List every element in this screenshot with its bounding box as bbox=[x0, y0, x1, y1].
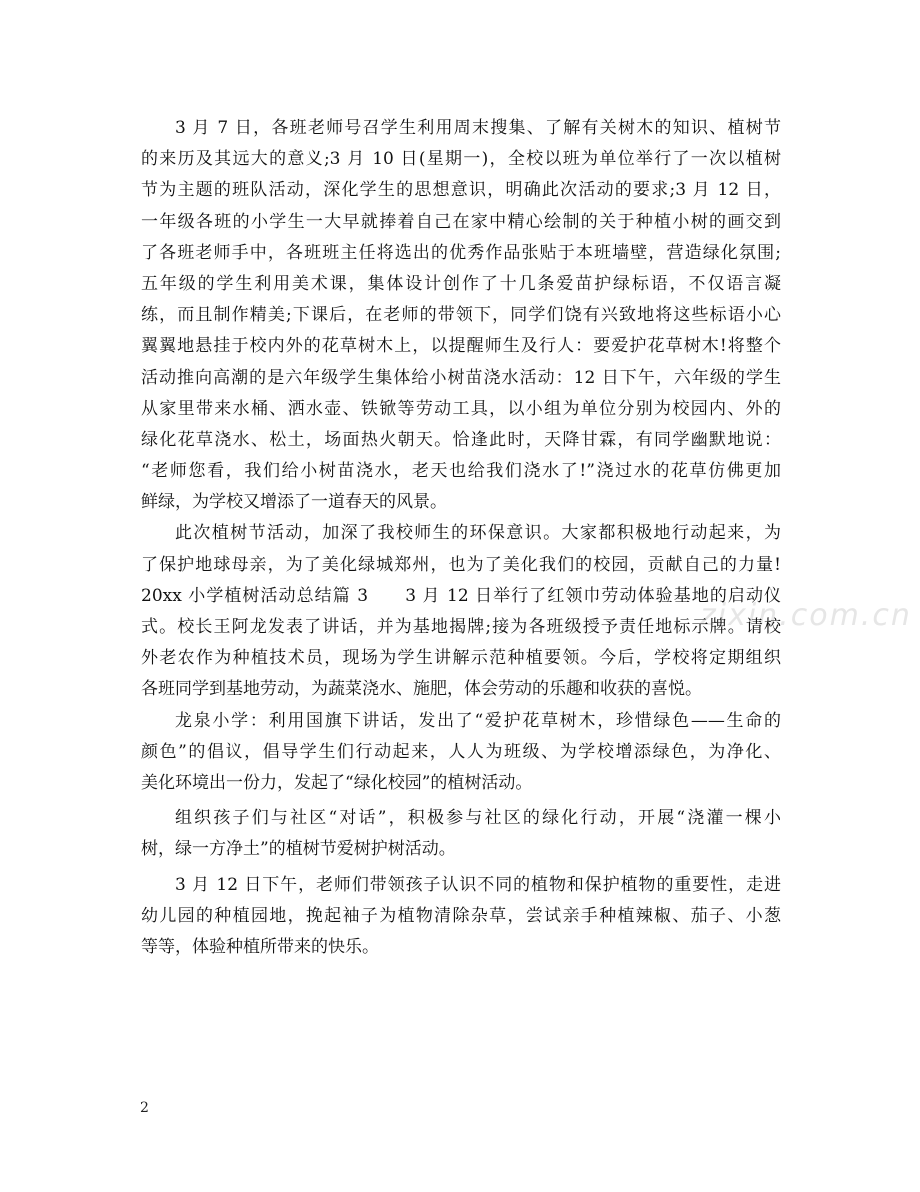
page-number: 2 bbox=[140, 1100, 149, 1116]
text-line: 节为主题的班队活动，深化学生的思想意识，明确此次活动的要求;3 月 12 日， bbox=[141, 180, 781, 201]
text-line: 了各班老师手中，各班班主任将选出的优秀作品张贴于本班墙壁，营造绿化氛围; bbox=[141, 242, 781, 263]
text-line: 3 月 7 日，各班老师号召学生利用周末搜集、了解有关树木的知识、植树节 bbox=[175, 118, 781, 138]
paragraph-2 bbox=[141, 518, 781, 705]
text-line: 幼儿园的种植园地，挽起袖子为植物清除杂草，尝试亲手种植辣椒、茄子、小葱 bbox=[141, 905, 781, 926]
text-line: 组织孩子们与社区“对话”，积极参与社区的绿化行动，开展“浇灌一棵小 bbox=[175, 808, 781, 829]
text-line: 了保护地球母亲，为了美化绿城郑州，也为了美化我们的校园，贡献自己的力量! bbox=[141, 554, 781, 575]
text-line: 绿化花草浇水、松土，场面热火朝天。恰逢此时，天降甘霖，有同学幽默地说： bbox=[141, 429, 781, 450]
text-line: 从家里带来水桶、洒水壶、铁锨等劳动工具，以小组为单位分别为校园内、外的 bbox=[141, 398, 781, 419]
paragraph-3 bbox=[141, 706, 781, 800]
text-line: 等等，体验种植所带来的快乐。 bbox=[141, 936, 379, 957]
text-line: 树，绿一方净土”的植树节爱树护树活动。 bbox=[141, 839, 456, 860]
text-line: 练，而且制作精美;下课后，在老师的带领下，同学们饶有兴致地将这些标语小心 bbox=[141, 305, 781, 326]
text-line: 美化环境出一份力，发起了“绿化校园”的植树活动。 bbox=[141, 772, 533, 793]
text-line: 翼翼地悬挂于校内外的花草树木上，以提醒师生及行人：要爱护花草树木!将整个 bbox=[141, 336, 781, 357]
text-line: 20xx 小学植树活动总结篇 3 3 月 12 日举行了红领巾劳动体验基地的启动仪 bbox=[141, 585, 781, 606]
document-body bbox=[141, 113, 781, 963]
text-line: 一年级各班的小学生一大早就捧着自己在家中精心绘制的关于种植小树的画交到 bbox=[141, 211, 781, 232]
text-line: 式。校长王阿龙发表了讲话，并为基地揭牌;接为各班级授予责任地标示牌。请校 bbox=[141, 617, 781, 637]
text-line: “老师您看，我们给小树苗浇水，老天也给我们浇水了!”浇过水的花草仿佛更加 bbox=[141, 461, 781, 482]
text-line: 颜色”的倡议，倡导学生们行动起来，人人为班级、为学校增添绿色，为净化、 bbox=[141, 741, 781, 762]
text-line: 此次植树节活动，加深了我校师生的环保意识。大家都积极地行动起来，为 bbox=[175, 523, 781, 544]
text-line: 各班同学到基地劳动，为蔬菜浇水、施肥，体会劳动的乐趣和收获的喜悦。 bbox=[141, 679, 702, 700]
text-line: 鲜绿，为学校又增添了一道春天的风景。 bbox=[141, 492, 447, 513]
text-line: 五年级的学生利用美术课，集体设计创作了十几条爱苗护绿标语，不仅语言凝 bbox=[141, 273, 781, 294]
paragraph-5 bbox=[141, 870, 781, 964]
text-line: 的来历及其远大的意义;3 月 10 日(星期一)，全校以班为单位举行了一次以植树 bbox=[141, 149, 781, 170]
paragraph-1 bbox=[141, 113, 781, 518]
text-line: 3 月 12 日下午，老师们带领孩子认识不同的植物和保护植物的重要性，走进 bbox=[175, 874, 781, 895]
watermark-text: zixin.com.cn bbox=[700, 598, 912, 633]
paragraph-4 bbox=[141, 803, 781, 865]
text-line: 外老农作为种植技术员，现场为学生讲解示范种植要领。今后，学校将定期组织 bbox=[141, 648, 781, 669]
text-line: 龙泉小学：利用国旗下讲话，发出了“爱护花草树木，珍惜绿色——生命的 bbox=[175, 710, 781, 731]
text-line: 活动推向高潮的是六年级学生集体给小树苗浇水活动：12 日下午，六年级的学生 bbox=[141, 367, 781, 388]
